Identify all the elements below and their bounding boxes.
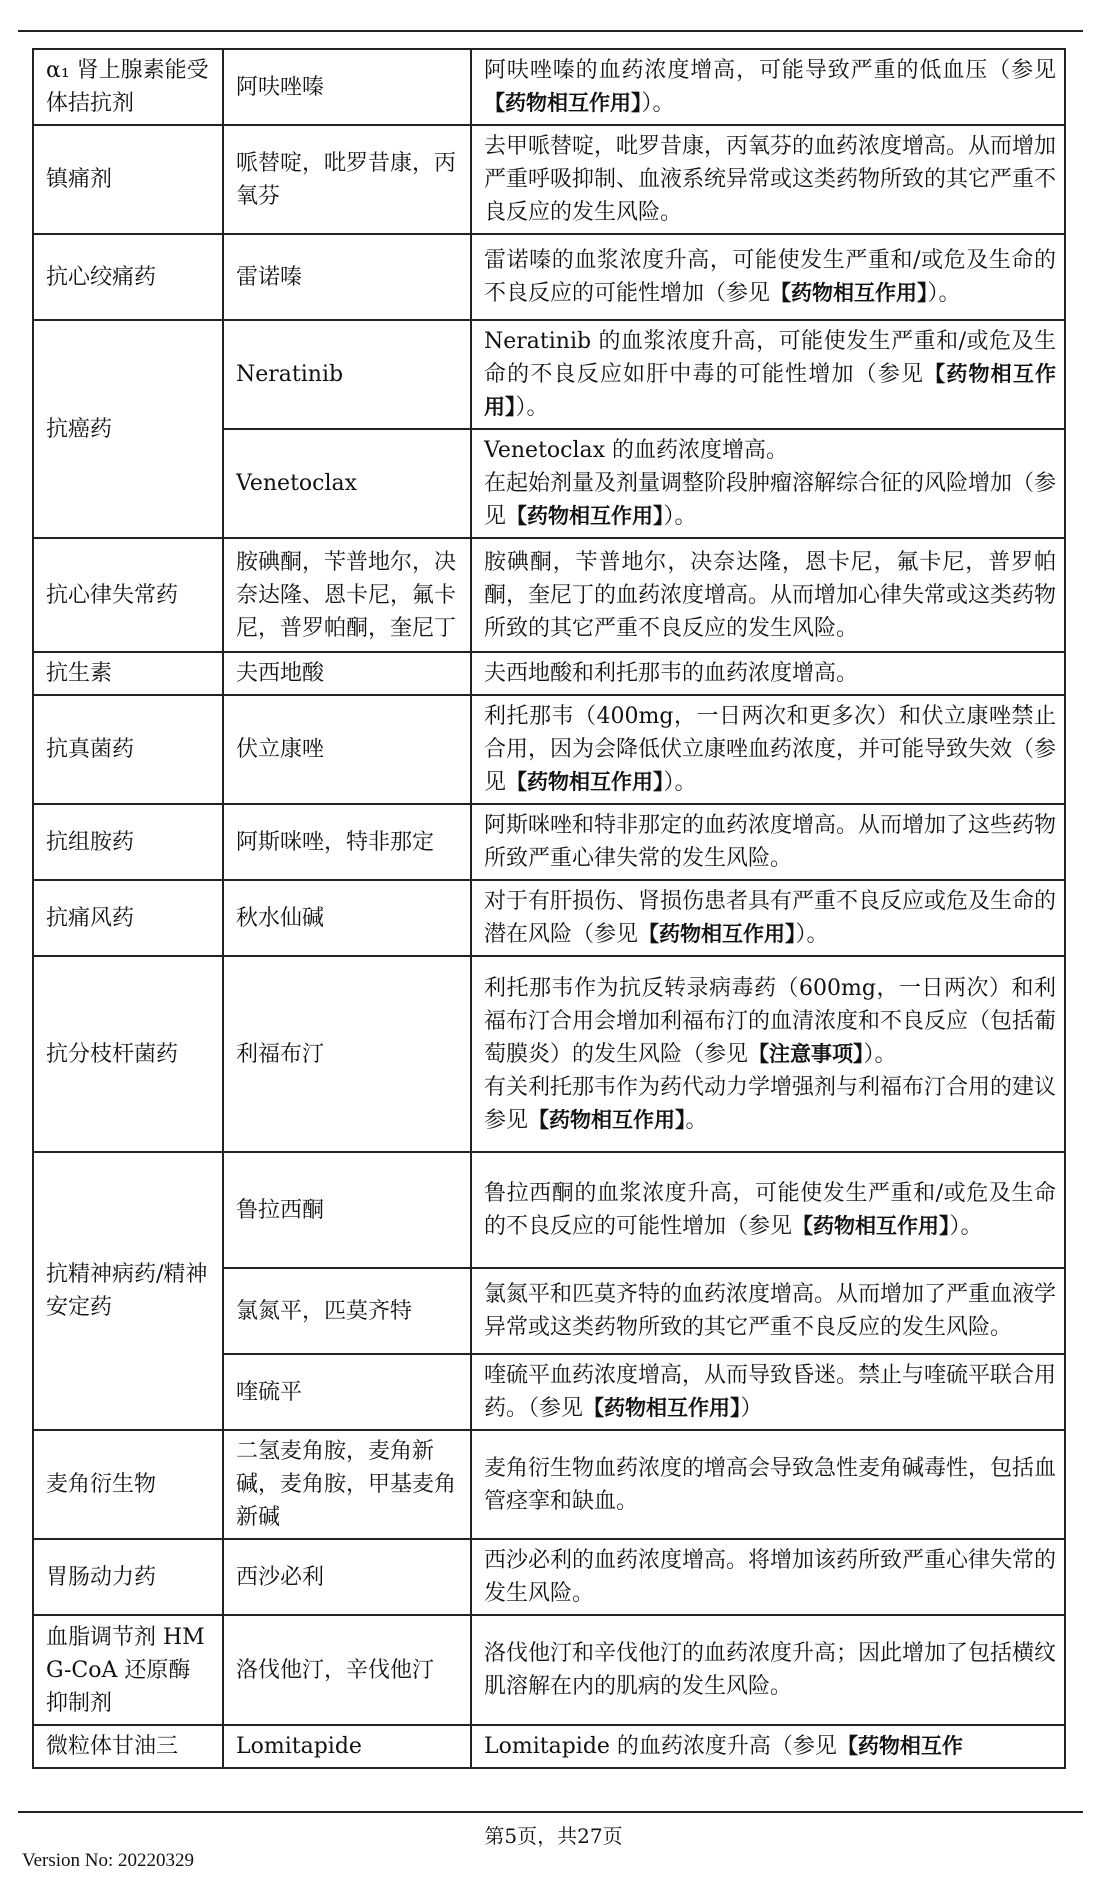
table-row [33, 1430, 1065, 1539]
table-row [33, 1152, 1065, 1268]
drug-name-cell: 夫西地酸 [223, 652, 471, 695]
drug-name-cell: 二氢麦角胺，麦角新碱，麦角胺，甲基麦角新碱 [223, 1430, 471, 1539]
drug-class-cell: 血脂调节剂 HMG-CoA 还原酶抑制剂 [33, 1615, 223, 1725]
drug-class-cell: 麦角衍生物 [33, 1430, 223, 1539]
table-row [33, 956, 1065, 1152]
table-row [33, 652, 1065, 695]
drug-class-cell: 抗精神病药/精神安定药 [33, 1152, 223, 1430]
description-cell: 西沙必利的血药浓度增高。将增加该药所致严重心律失常的发生风险。 [471, 1539, 1065, 1615]
description-cell: 去甲哌替啶，吡罗昔康，丙氧芬的血药浓度增高。从而增加严重呼吸抑制、血液系统异常或这类药物所致的其它严重不良反应的发生风险。 [471, 125, 1065, 234]
description-cell: Venetoclax 的血药浓度增高。 在起始剂量及剂量调整阶段肿瘤溶解综合征的风险增加（参见【药物相互作用】）。 [471, 429, 1065, 538]
description-cell: 阿斯咪唑和特非那定的血药浓度增高。从而增加了这些药物所致严重心律失常的发生风险。 [471, 804, 1065, 880]
page-number: 第5页，共27页 [484, 1824, 623, 1848]
drug-class-cell: 抗分枝杆菌药 [33, 956, 223, 1152]
table-row [33, 695, 1065, 804]
table-row [33, 538, 1065, 652]
table-row [33, 234, 1065, 320]
drug-class-cell: 微粒体甘油三 [33, 1725, 223, 1768]
top-rule [18, 30, 1083, 32]
drug-name-cell: 喹硫平 [223, 1354, 471, 1430]
table-row [33, 49, 1065, 125]
description-cell: Neratinib 的血浆浓度升高，可能使发生严重和/或危及生命的不良反应如肝中毒的可能性增加（参见【药物相互作用】）。 [471, 320, 1065, 429]
drug-name-cell: 伏立康唑 [223, 695, 471, 804]
table-row [33, 125, 1065, 234]
drug-name-cell: 洛伐他汀，辛伐他汀 [223, 1615, 471, 1725]
table-row [33, 880, 1065, 956]
table-row [33, 320, 1065, 429]
description-cell: 利托那韦（400mg，一日两次和更多次）和伏立康唑禁止合用，因为会降低伏立康唑血药浓度，并可能导致失效（参见【药物相互作用】）。 [471, 695, 1065, 804]
drug-name-cell: 氯氮平，匹莫齐特 [223, 1268, 471, 1354]
drug-class-cell: 抗癌药 [33, 320, 223, 538]
table-row [33, 1539, 1065, 1615]
drug-name-cell: 哌替啶，吡罗昔康，丙氧芬 [223, 125, 471, 234]
drug-name-cell: 秋水仙碱 [223, 880, 471, 956]
bottom-rule [18, 1811, 1083, 1813]
drug-name-cell: 鲁拉西酮 [223, 1152, 471, 1268]
drug-name-cell: 西沙必利 [223, 1539, 471, 1615]
description-cell: 鲁拉西酮的血浆浓度升高，可能使发生严重和/或危及生命的不良反应的可能性增加（参见【药物相互作用】）。 [471, 1152, 1065, 1268]
drug-class-cell: 抗心律失常药 [33, 538, 223, 652]
drug-name-cell: 胺碘酮，苄普地尔，决奈达隆、恩卡尼，氟卡尼，普罗帕酮，奎尼丁 [223, 538, 471, 652]
description-cell: 洛伐他汀和辛伐他汀的血药浓度升高；因此增加了包括横纹肌溶解在内的肌病的发生风险。 [471, 1615, 1065, 1725]
drug-class-cell: 胃肠动力药 [33, 1539, 223, 1615]
drug-class-cell: α₁ 肾上腺素能受体拮抗剂 [33, 49, 223, 125]
drug-name-cell: 阿呋唑嗪 [223, 49, 471, 125]
drug-name-cell: 利福布汀 [223, 956, 471, 1152]
drug-class-cell: 抗真菌药 [33, 695, 223, 804]
description-cell: 利托那韦作为抗反转录病毒药（600mg，一日两次）和利福布汀合用会增加利福布汀的血清浓度和不良反应（包括葡萄膜炎）的发生风险（参见【注意事项】）。 有关利托那韦作为药代动力学增强剂与利福布汀合用的建议参见【药物相互作用】。 [471, 956, 1065, 1152]
drug-class-cell: 镇痛剂 [33, 125, 223, 234]
description-cell: 氯氮平和匹莫齐特的血药浓度增高。从而增加了严重血液学异常或这类药物所致的其它严重不良反应的发生风险。 [471, 1268, 1065, 1354]
description-cell: 麦角衍生物血药浓度的增高会导致急性麦角碱毒性，包括血管痉挛和缺血。 [471, 1430, 1065, 1539]
drug-name-cell: 阿斯咪唑，特非那定 [223, 804, 471, 880]
description-cell: 喹硫平血药浓度增高，从而导致昏迷。禁止与喹硫平联合用药。（参见【药物相互作用】） [471, 1354, 1065, 1430]
drug-class-cell: 抗生素 [33, 652, 223, 695]
version-number: Version No: 20220329 [22, 1850, 195, 1871]
description-cell: 阿呋唑嗪的血药浓度增高，可能导致严重的低血压（参见【药物相互作用】）。 [471, 49, 1065, 125]
description-cell: 夫西地酸和利托那韦的血药浓度增高。 [471, 652, 1065, 695]
drug-name-cell: Venetoclax [223, 429, 471, 538]
drug-name-cell: 雷诺嗪 [223, 234, 471, 320]
drug-class-cell: 抗痛风药 [33, 880, 223, 956]
description-cell: 对于有肝损伤、肾损伤患者具有严重不良反应或危及生命的潜在风险（参见【药物相互作用】）。 [471, 880, 1065, 956]
table-row [33, 1725, 1065, 1768]
drug-name-cell: Neratinib [223, 320, 471, 429]
drug-name-cell: Lomitapide [223, 1725, 471, 1768]
contraindication-table [32, 48, 1066, 1769]
drug-class-cell: 抗心绞痛药 [33, 234, 223, 320]
drug-class-cell: 抗组胺药 [33, 804, 223, 880]
table-row [33, 804, 1065, 880]
description-cell: 胺碘酮，苄普地尔，决奈达隆，恩卡尼，氟卡尼，普罗帕酮，奎尼丁的血药浓度增高。从而增加心律失常或这类药物所致的其它严重不良反应的发生风险。 [471, 538, 1065, 652]
table-row [33, 1615, 1065, 1725]
description-cell: Lomitapide 的血药浓度升高（参见【药物相互作 [471, 1725, 1065, 1768]
description-cell: 雷诺嗪的血浆浓度升高，可能使发生严重和/或危及生命的不良反应的可能性增加（参见【药物相互作用】）。 [471, 234, 1065, 320]
